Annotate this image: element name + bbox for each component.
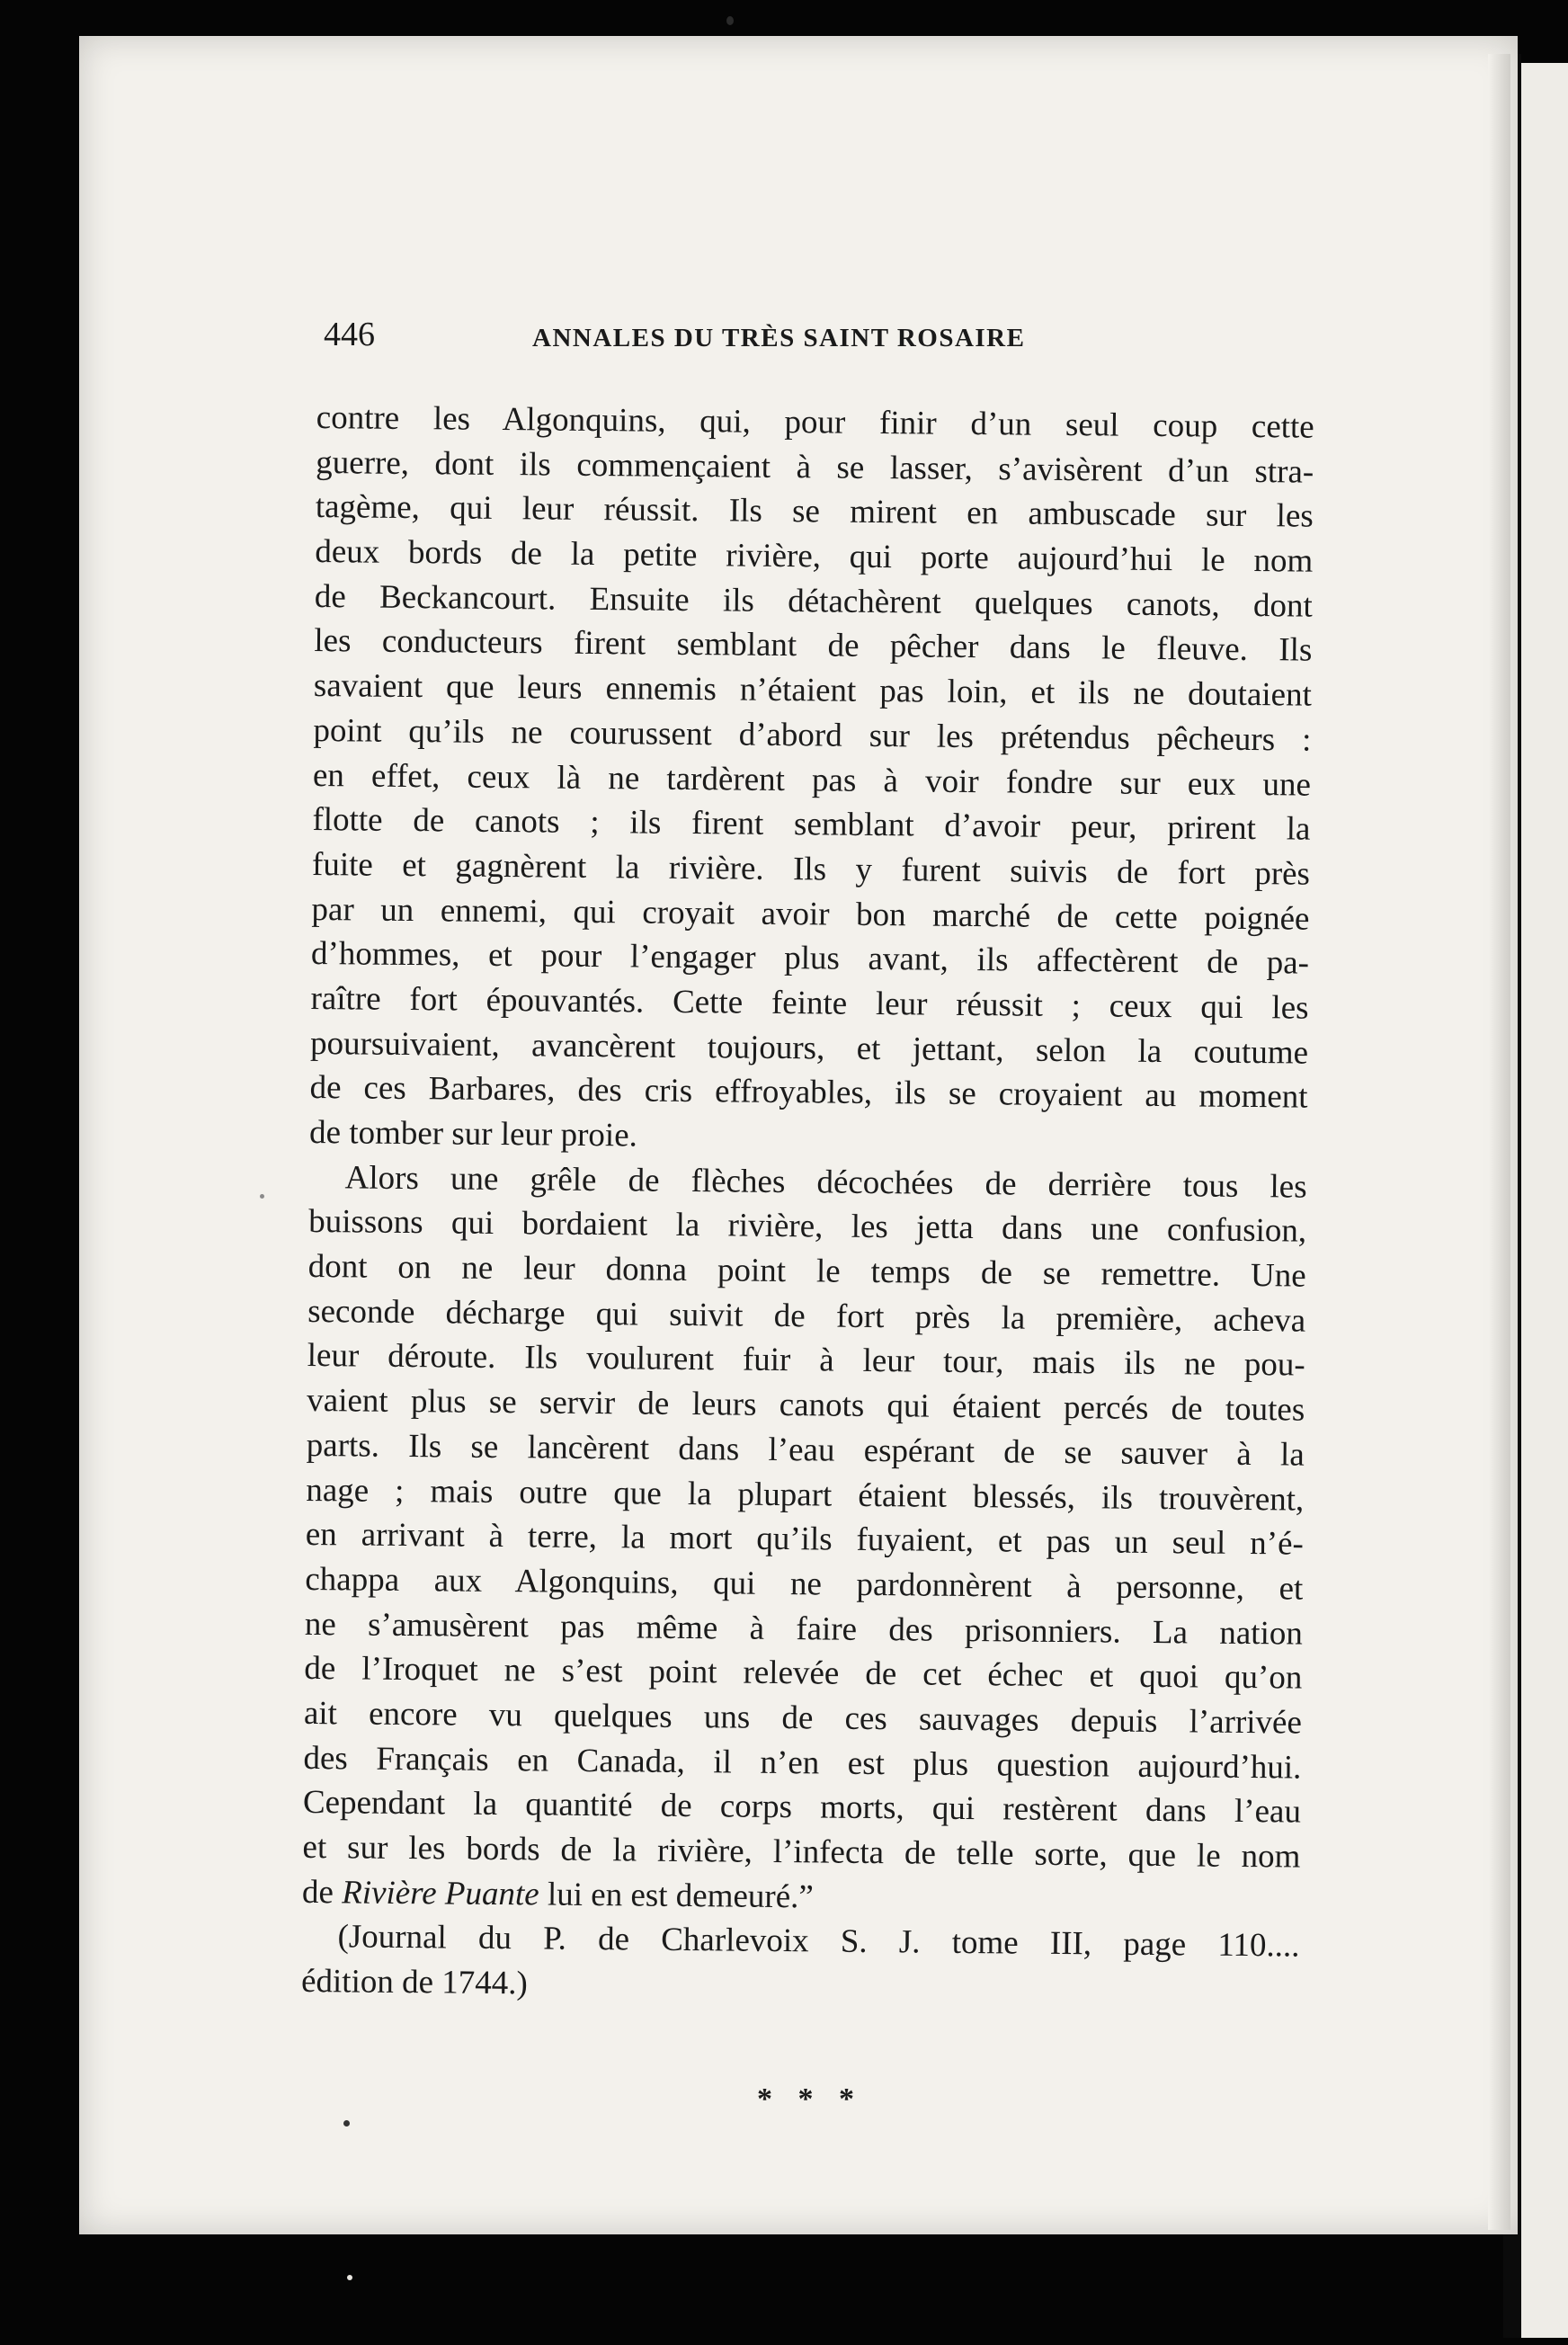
text-line: poursuivaient, avancèrent toujours, et jettant, selon la coutume: [309, 1024, 1309, 1072]
section-separator: * * *: [757, 2082, 863, 2116]
page-edge-shadow: [1488, 54, 1510, 2230]
text-line: leur déroute. Ils voulurent fuir à leur tour, mais ils ne pou-: [307, 1337, 1305, 1385]
text-line: des Français en Canada, il n’en est plus question aujourd’hui.: [303, 1739, 1302, 1787]
text-line: Cependant la quantité de corps morts, qui restèrent dans l’eau: [302, 1784, 1302, 1831]
text-line: de ces Barbares, des cris effroyables, ils se croyaient au moment: [309, 1069, 1308, 1116]
adjacent-page-edge: [1519, 63, 1568, 2338]
text-line: dont on ne leur donna point le temps de se remettre. Une: [307, 1248, 1306, 1295]
text-line: Alors une grêle de flèches décochées de derrière tous les: [344, 1159, 1307, 1206]
text-line: de Beckancourt. Ensuite ils détachèrent quelques canots, dont: [314, 577, 1314, 625]
text-line: buissons qui bordaient la rivière, les jetta dans une confusion,: [307, 1203, 1307, 1250]
text-line: d’hommes, et pour l’engager plus avant, ils affectèrent de pa-: [310, 935, 1310, 982]
text-line: chappa aux Algonquins, qui ne pardonnèrent à personne, et: [305, 1560, 1304, 1608]
text-line: ait encore vu quelques uns de ces sauvages depuis l’arrivée: [303, 1694, 1303, 1742]
text-line: par un ennemi, qui croyait avoir bon marché de cette poignée: [311, 890, 1310, 938]
text-line: vaient plus se servir de leurs canots qui étaient percés de toutes: [307, 1382, 1305, 1429]
text-line: tagème, qui leur réussit. Ils se mirent en ambuscade sur les: [315, 488, 1314, 536]
text-line: parts. Ils se lancèrent dans l’eau espérant de se sauver à la: [306, 1426, 1305, 1474]
page-number: 446: [324, 316, 375, 353]
running-head: ANNALES DU TRÈS SAINT ROSAIRE: [532, 324, 1026, 352]
text-line: nage ; mais outre que la plupart étaient blessés, ils trouvèrent,: [306, 1471, 1305, 1519]
citation-line: (Journal du P. de Charlevoix S. J. tome III, page 110....: [337, 1918, 1300, 1965]
citation-line: édition de 1744.): [300, 1962, 529, 2002]
text-line: en effet, ceux là ne tardèrent pas à voir fondre sur eux une: [312, 756, 1312, 804]
page-header: [324, 315, 1133, 360]
text-line: seconde décharge qui suivit de fort près la première, acheva: [307, 1292, 1306, 1340]
text-line: flotte de canots ; ils firent semblant d’avoir peur, prirent la: [312, 801, 1311, 848]
text-line: raître fort épouvantés. Cette feinte leur réussit ; ceux qui les: [310, 979, 1309, 1027]
text-line: guerre, dont ils commençaient à se lasser, s’avisèrent d’un stra-: [316, 443, 1314, 491]
dust-speck: [260, 1194, 264, 1199]
text-line: point qu’ils ne courussent d’abord sur les prétendus pêcheurs :: [313, 711, 1312, 759]
text-fragment: de: [301, 1873, 343, 1912]
text-line: contre les Algonquins, qui, pour finir d’un seul coup cette: [316, 398, 1314, 446]
dust-speck: [347, 2275, 352, 2280]
text-line: de l’Iroquet ne s’est point relevée de cet échec et quoi qu’on: [304, 1650, 1303, 1697]
text-line: et sur les bords de la rivière, l’infecta de telle sorte, que le nom: [302, 1828, 1301, 1876]
dust-speck: [343, 2120, 350, 2127]
text-line: de tomber sur leur proie.: [308, 1113, 638, 1155]
text-line: deux bords de la petite rivière, qui porte aujourd’hui le nom: [315, 533, 1314, 580]
body-text: [301, 396, 1314, 2013]
text-line: savaient que leurs ennemis n’étaient pas loin, et ils ne doutaient: [313, 667, 1313, 714]
text-line: ne s’amusèrent pas même à faire des prisonniers. La nation: [304, 1605, 1304, 1653]
text-line: fuite et gagnèrent la rivière. Ils y furent suivis de fort près: [311, 845, 1311, 893]
italic-place-name: Rivière Puante: [342, 1874, 539, 1913]
text-fragment: lui en est demeuré.”: [539, 1876, 815, 1916]
dust-speck: [726, 16, 734, 25]
text-line: en arrivant à terre, la mort qu’ils fuyaient, et pas un seul n’é-: [305, 1516, 1304, 1563]
text-line: les conducteurs firent semblant de pêcher dans le fleuve. Ils: [314, 622, 1313, 670]
